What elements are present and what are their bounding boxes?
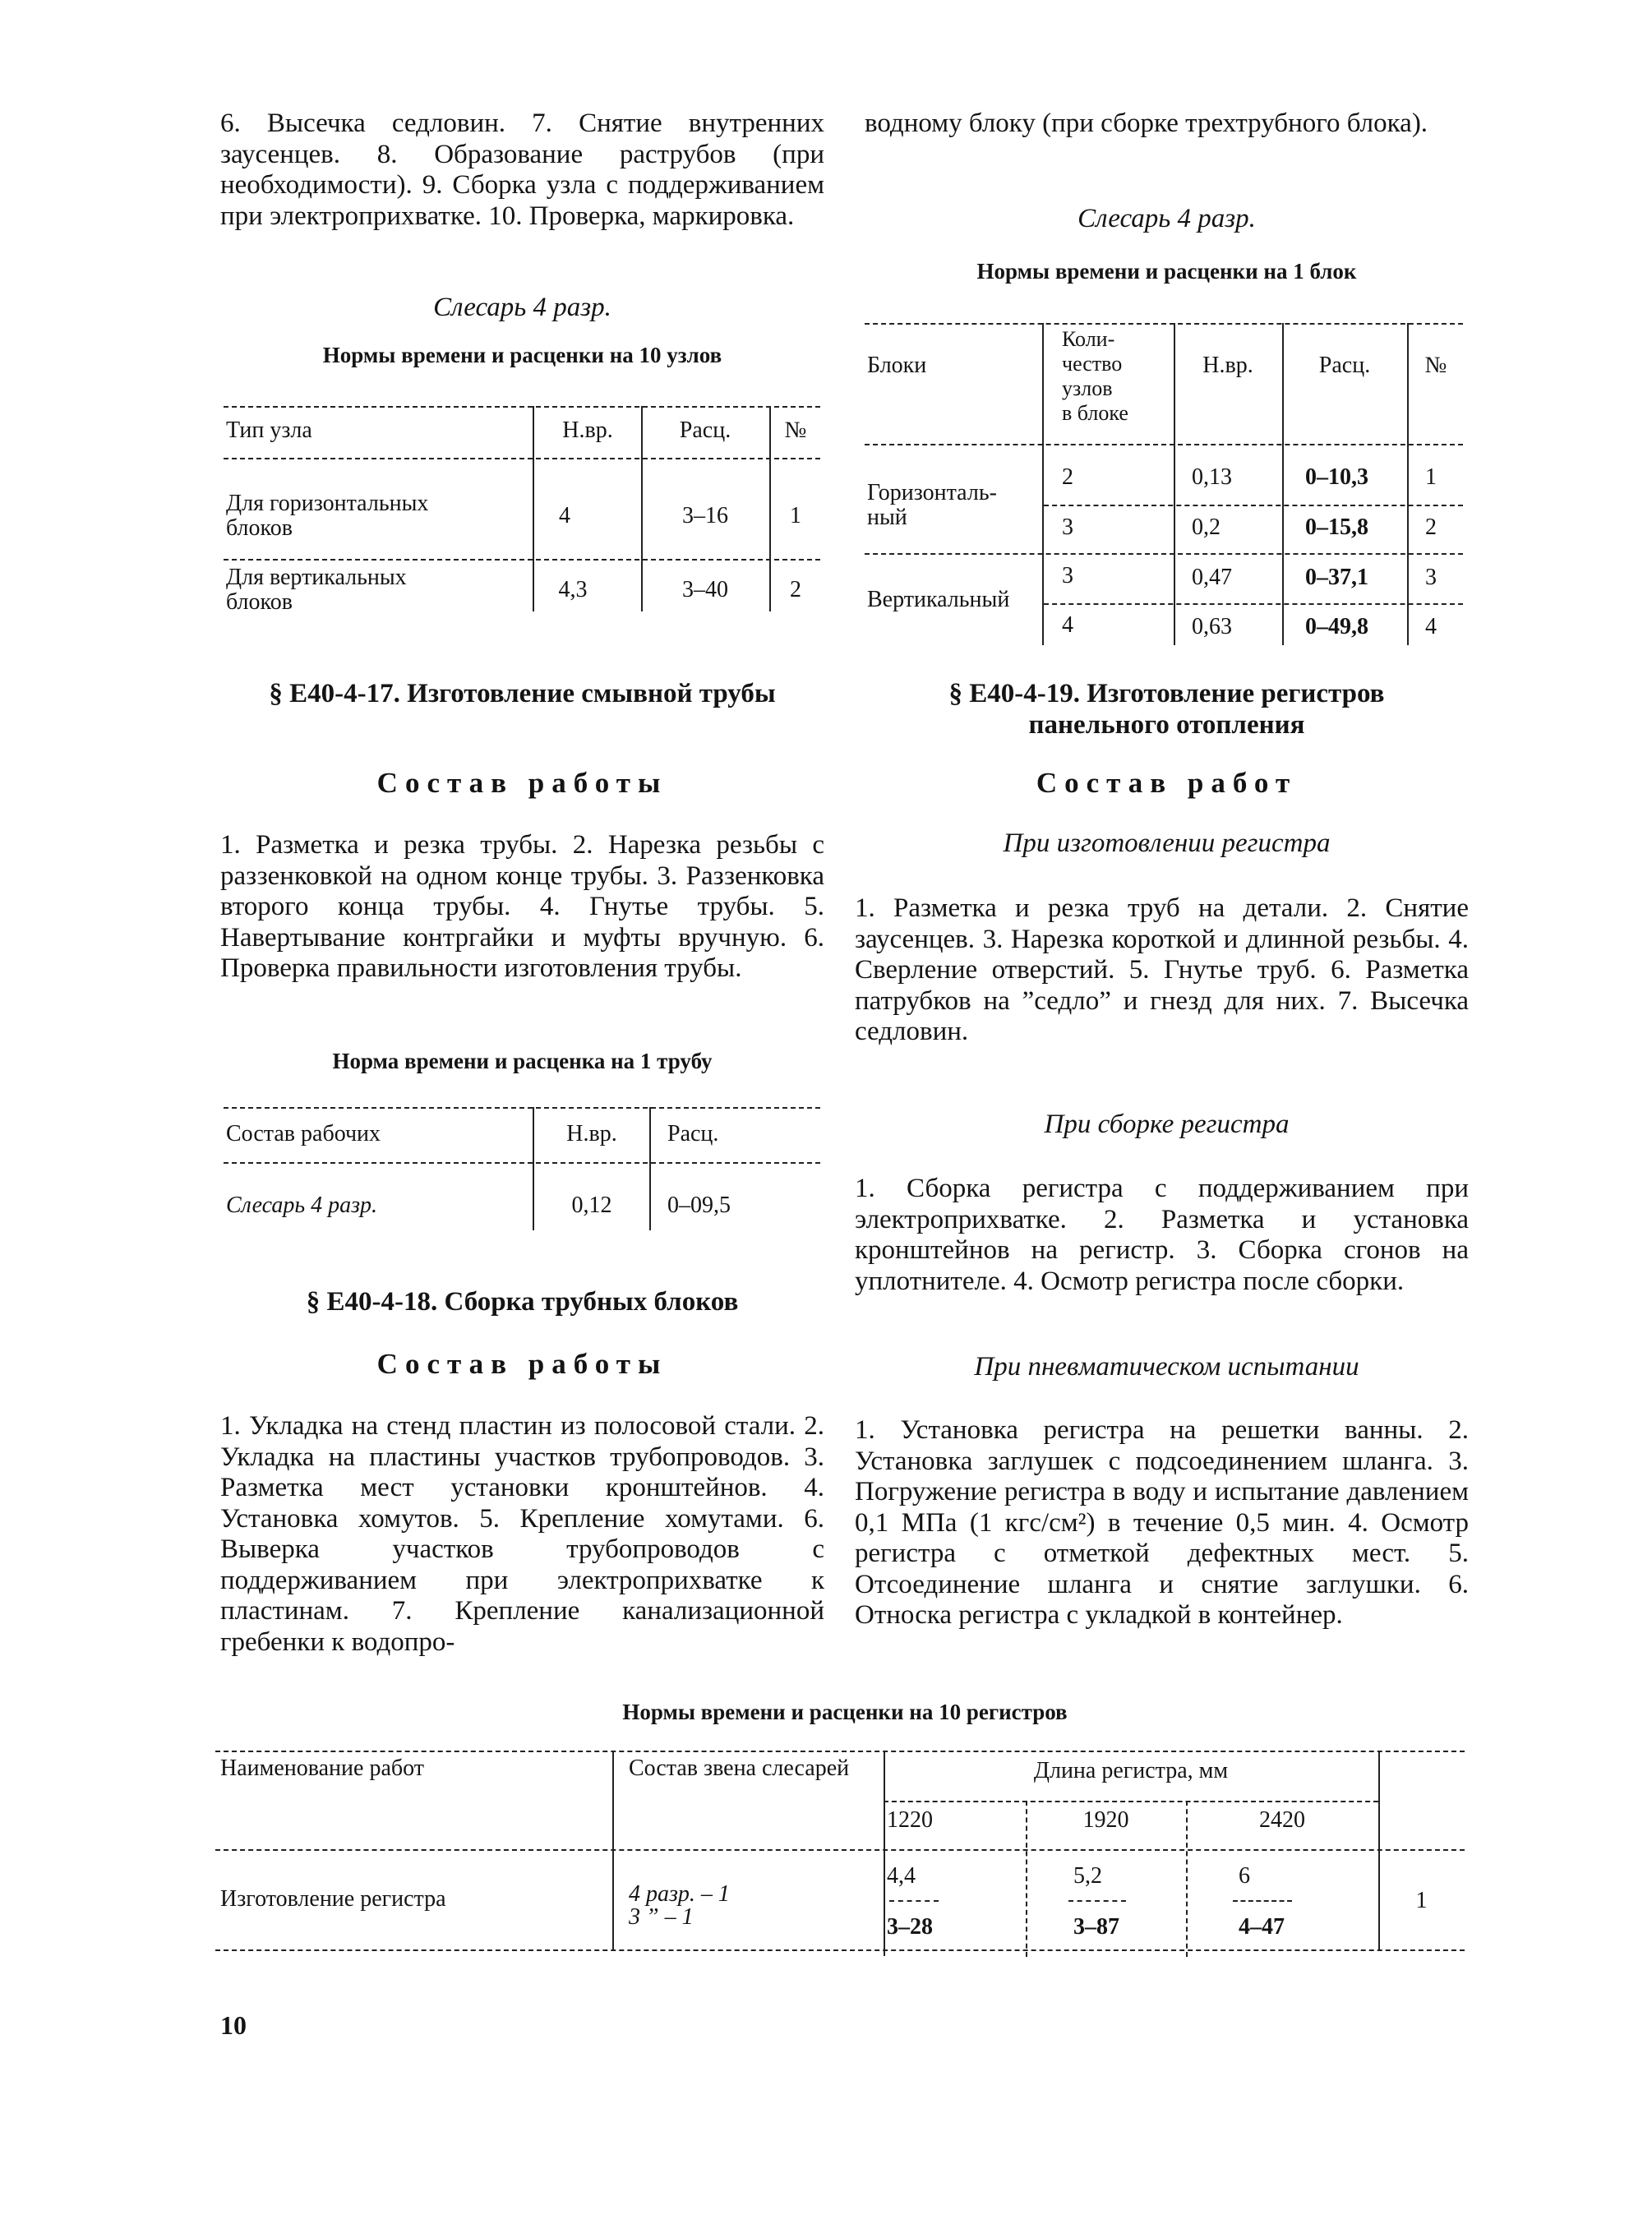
table1-top-rule xyxy=(224,406,820,408)
table1-header-rasc: Расц. xyxy=(679,418,731,443)
table3-subheader-rule xyxy=(884,1801,1378,1802)
table2-r2-qty: 3 xyxy=(1062,514,1073,540)
table1-row2-num: 2 xyxy=(790,577,801,602)
section-19-sub-manufacture: При изготовлении регистра xyxy=(1003,828,1331,858)
table3-1920-rate: 3–87 xyxy=(1073,1914,1119,1940)
table2-header-qty: Коли- чество узлов в блоке xyxy=(1062,327,1128,425)
table2-col-rule xyxy=(1042,323,1044,645)
table2-r3-qty: 3 xyxy=(1062,563,1073,588)
section-17-composition-heading: Состав работы xyxy=(376,767,668,799)
table2-r3-num: 3 xyxy=(1425,565,1437,590)
table3-2420-rate: 4–47 xyxy=(1239,1914,1285,1940)
left-intro-paragraph: 6. Высечка седловин. 7. Снятие внутренних заусенцев. 8. Образование раструбов (при необходимости). 9. Сборка узла с поддерживанием при электроприхватке. 10. Проверка, маркировка. xyxy=(220,108,824,231)
section-17-heading: § Е40-4-17. Изготовление смывной трубы xyxy=(269,679,776,708)
table2-header-rasc: Расц. xyxy=(1318,353,1371,378)
table2-r4-nvr: 0,63 xyxy=(1192,614,1232,639)
section-18-paragraph: 1. Укладка на стенд пластин из полосовой стали. 2. Укладка на пластины участков трубопроводов. 3. Разметка мест установки кронштейнов. 4. Установка хомутов. 5. Крепление хомутами. 6. Выверка участков трубопроводов с поддерживанием при электроприхватке к пластинам. 7. Крепление канализационной гребенки к водопро- xyxy=(220,1411,824,1657)
table3-header-length: Длина регистра, мм xyxy=(1033,1758,1229,1783)
table3-row-crew-line1: 4 разр. – 1 xyxy=(629,1881,730,1907)
table3-top-rule xyxy=(215,1751,1465,1752)
table2-r1-qty: 2 xyxy=(1062,464,1073,490)
section-19-composition-heading: Состав работ xyxy=(1036,767,1298,799)
table1-row1-num: 1 xyxy=(790,503,801,528)
table3-row-name: Изготовление регистра xyxy=(220,1886,446,1912)
table3-bottom-rule xyxy=(215,1949,1465,1951)
table2-r1-nvr: 0,13 xyxy=(1192,464,1232,490)
pipe-table-header-rasc: Расц. xyxy=(667,1121,719,1146)
table2-group-vertical: Вертикальный xyxy=(867,587,1010,612)
table1-row1-type: Для горизонтальных блоков xyxy=(226,491,429,541)
pipe-table-row-rasc: 0–09,5 xyxy=(667,1193,731,1218)
table3-col-rule xyxy=(612,1751,614,1949)
table3-row-num: 1 xyxy=(1415,1888,1428,1913)
section-19-paragraph-manufacture: 1. Разметка и резка труб на детали. 2. Снятие заусенцев. 3. Нарезка короткой и длинной резьбы. 4. Сверление отверстий. 5. Гнутье труб. 6. Разметка патрубков на ”седло” и гнезд для них. 7. Высечка седловин. xyxy=(855,893,1469,1046)
table2-header-nvr: Н.вр. xyxy=(1202,353,1253,378)
section-19-sub-pneumatic: При пневматическом испытании xyxy=(974,1352,1359,1382)
table1-header-nvr: Н.вр. xyxy=(562,418,613,443)
table2-r2-rasc: 0–15,8 xyxy=(1305,514,1368,540)
table2-group-rule xyxy=(865,553,1463,555)
section-19-sub-assembly: При сборке регистра xyxy=(1044,1110,1290,1139)
section-19-heading: § Е40-4-19. Изготовление регистров панельного отопления xyxy=(948,679,1385,740)
pipe-table-row-sostav: Слесарь 4 разр. xyxy=(226,1193,378,1218)
table2-group-horizontal: Горизонталь- ный xyxy=(867,480,997,530)
pipe-table-header-sostav: Состав рабочих xyxy=(226,1121,381,1146)
pipe-table-top-rule xyxy=(224,1107,820,1109)
table2-r4-num: 4 xyxy=(1425,614,1437,639)
table2-top-rule xyxy=(865,323,1463,325)
table1-header-rule xyxy=(224,458,820,459)
table1-row1-rasc: 3–16 xyxy=(682,503,728,528)
pipe-table-header-nvr: Н.вр. xyxy=(566,1121,617,1146)
table1-row2-rasc: 3–40 xyxy=(682,577,728,602)
right-worker-caption: Слесарь 4 разр. xyxy=(1077,204,1256,233)
table2-r1-rasc: 0–10,3 xyxy=(1305,464,1368,490)
table2-header-blocks: Блоки xyxy=(867,353,927,378)
table3-header-1920: 1920 xyxy=(1082,1807,1129,1833)
table3-header-1220: 1220 xyxy=(887,1807,933,1833)
table3-header-name: Наименование работ xyxy=(220,1755,424,1781)
section-19-paragraph-assembly: 1. Сборка регистра с поддерживанием при электроприхватке. 2. Разметка и установка кронштейнов на регистр. 3. Сборка сгонов на уплотнителе. 4. Осмотр регистра после сборки. xyxy=(855,1174,1469,1296)
table1-row1-nvr: 4 xyxy=(559,503,570,528)
table1-row2-nvr: 4,3 xyxy=(558,577,588,602)
table3-1220-norm: 4,4 xyxy=(887,1863,916,1889)
pipe-table-row-nvr: 0,12 xyxy=(571,1193,612,1218)
table2-r4-qty: 4 xyxy=(1062,612,1073,638)
pipe-table-header-rule xyxy=(224,1162,820,1164)
right-intro-paragraph: водному блоку (при сборке трехтрубного блока). xyxy=(865,108,1428,138)
table1-header-type: Тип узла xyxy=(226,418,312,443)
section-19-paragraph-pneumatic: 1. Установка регистра на решетки ванны. 2. Установка заглушек с подсоединением шланга. 3. Погружение регистра в воду и испытание давлением 0,1 МПа (1 кгс/см²) в течение 0,5 мин. 4. Осмотр регистра с отметкой дефектных мест. 5. Отсоединение шланга и снятие заглушки. 6. Относка регистра с укладкой в контейнер. xyxy=(855,1415,1469,1630)
left-worker-caption: Слесарь 4 разр. xyxy=(433,293,611,322)
table3-fraction-rule xyxy=(1233,1900,1292,1902)
table1-col-rule xyxy=(533,406,534,611)
table3-fraction-rule xyxy=(889,1900,939,1902)
table2-r2-num: 2 xyxy=(1425,514,1437,540)
table2-row-rule xyxy=(1044,603,1463,605)
table3-caption: Нормы времени и расценки на 10 регистров xyxy=(622,1700,1068,1724)
table2-caption: Нормы времени и расценки на 1 блок xyxy=(976,259,1357,284)
table-pipe-caption: Норма времени и расценка на 1 трубу xyxy=(332,1049,713,1073)
table3-header-rule xyxy=(215,1849,1465,1851)
table2-row-rule xyxy=(1044,505,1463,506)
table1-header-num: № xyxy=(784,418,807,443)
table3-1220-rate: 3–28 xyxy=(887,1914,933,1940)
table2-r3-rasc: 0–37,1 xyxy=(1305,565,1368,590)
table2-r3-nvr: 0,47 xyxy=(1192,565,1232,590)
section-18-heading: § Е40-4-18. Сборка трубных блоков xyxy=(306,1287,739,1317)
table2-header-num: № xyxy=(1424,353,1447,378)
table3-row-crew-line2: 3 ” – 1 xyxy=(629,1904,694,1930)
table2-r4-rasc: 0–49,8 xyxy=(1305,614,1368,639)
table1-row2-type: Для вертикальных блоков xyxy=(226,565,407,615)
page-number: 10 xyxy=(220,2010,247,2040)
table1-caption: Нормы времени и расценки на 10 узлов xyxy=(322,343,722,367)
table3-1920-norm: 5,2 xyxy=(1073,1863,1102,1889)
pipe-table-col-rule xyxy=(533,1107,534,1230)
table3-col-rule xyxy=(1378,1751,1380,1949)
table3-header-2420: 2420 xyxy=(1259,1807,1305,1833)
table1-row-rule xyxy=(224,559,820,561)
table3-2420-norm: 6 xyxy=(1239,1863,1250,1889)
pipe-table-col-rule xyxy=(649,1107,651,1230)
table2-r2-nvr: 0,2 xyxy=(1192,514,1221,540)
section-17-paragraph: 1. Разметка и резка трубы. 2. Нарезка резьбы с раззенковкой на одном конце трубы. 3. Раззенковка второго конца трубы. 4. Гнутье трубы. 5. Навертывание контргайки и муфты вручную. 6. Проверка правильности изготовления трубы. xyxy=(220,830,824,983)
table2-r1-num: 1 xyxy=(1425,464,1437,490)
table3-header-crew: Состав звена слесарей xyxy=(629,1755,850,1781)
table3-fraction-rule xyxy=(1068,1900,1126,1902)
table2-header-rule xyxy=(865,444,1463,445)
section-18-composition-heading: Состав работы xyxy=(376,1348,668,1380)
